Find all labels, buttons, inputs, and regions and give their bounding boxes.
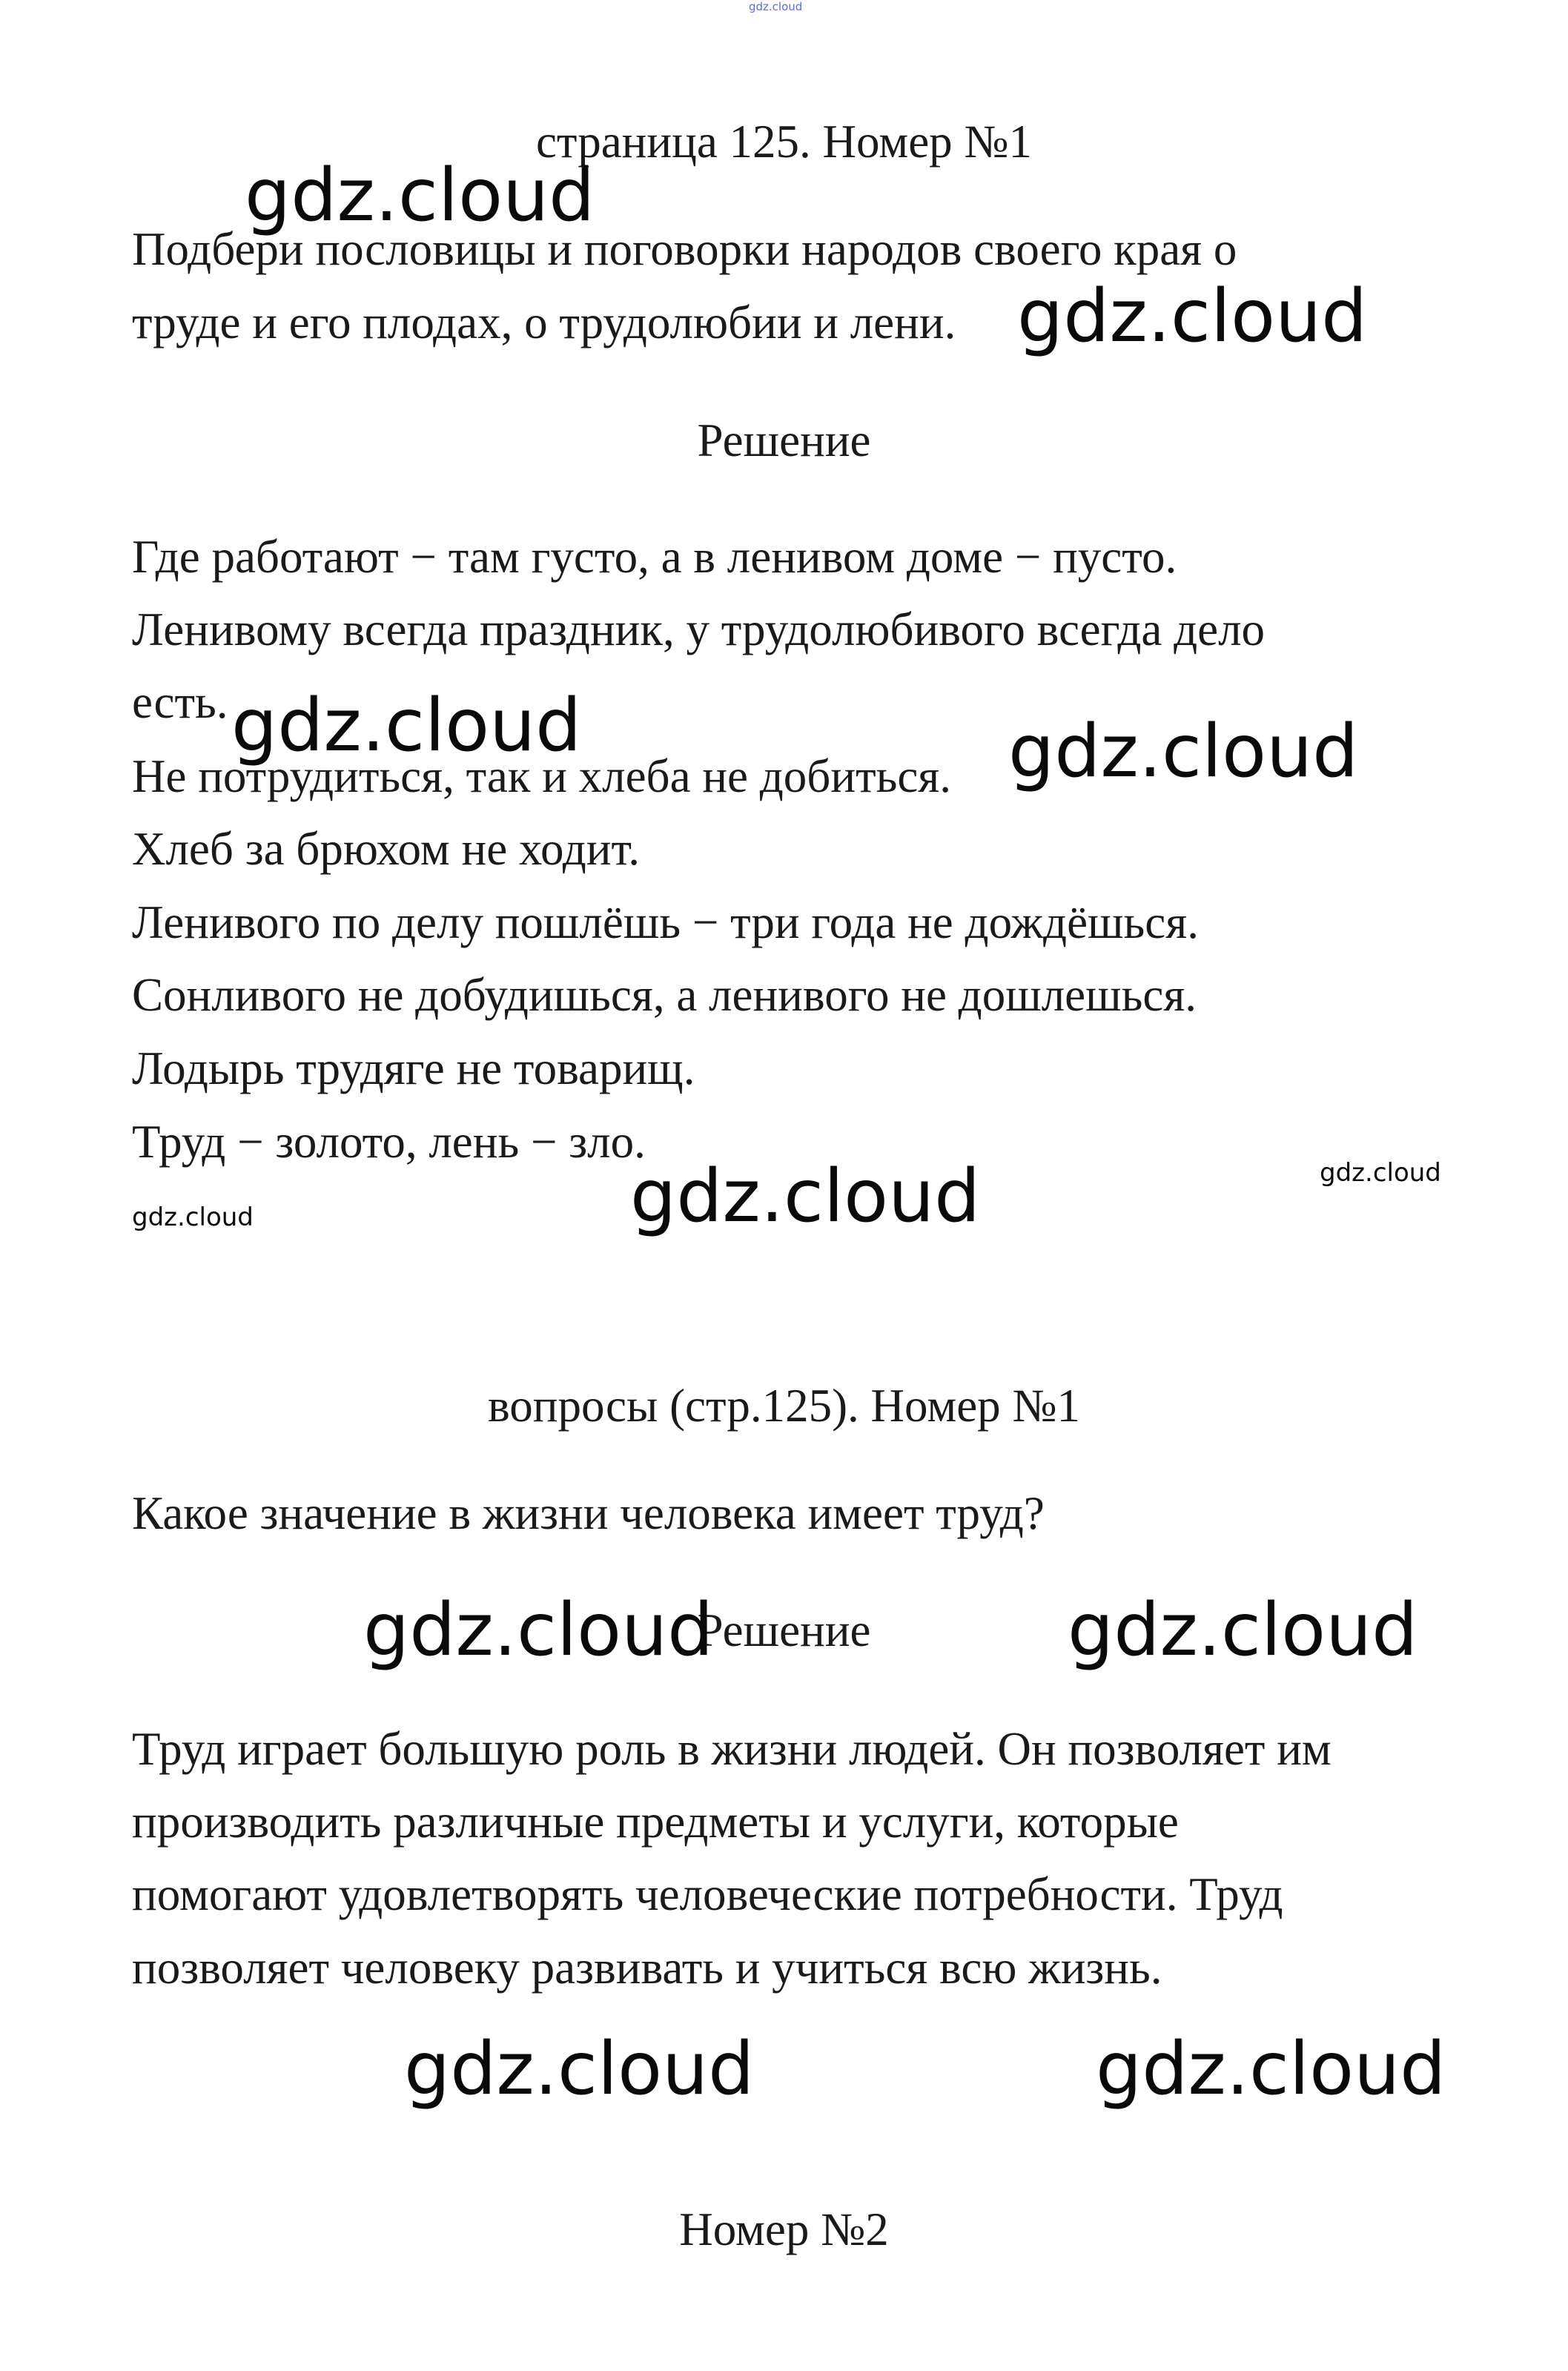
- answer-line-2: производить различные предметы и услуги, которые: [132, 1796, 1179, 1848]
- watermark: gdz.cloud: [1017, 274, 1368, 359]
- section1-task-line-1: Подбери пословицы и поговорки народов своего края о: [132, 223, 1237, 275]
- watermark: gdz.cloud: [1008, 710, 1359, 794]
- section1-task-line-2: труде и его плодах, о трудолюбии и лени.: [132, 297, 956, 348]
- answer-line-4: позволяет человеку развивать и учиться всю жизнь.: [132, 1942, 1162, 1994]
- watermark-top: gdz.cloud: [749, 0, 803, 13]
- section3-header: Номер №2: [679, 2203, 889, 2255]
- watermark: gdz.cloud: [231, 684, 582, 768]
- section1-solution-label: Решение: [697, 414, 871, 466]
- watermark: gdz.cloud: [132, 1203, 254, 1232]
- watermark: gdz.cloud: [630, 1154, 981, 1239]
- section1-header: страница 125. Номер №1: [535, 116, 1033, 168]
- proverb-5: Ленивого по делу пошлёшь − три года не дождёшься.: [132, 896, 1199, 948]
- proverb-1: Где работают − там густо, а в ленивом доме − пусто.: [132, 531, 1177, 583]
- proverb-2: Ленивому всегда праздник, у трудолюбивого всегда дело: [132, 604, 1266, 655]
- watermark: gdz.cloud: [1096, 2027, 1446, 2112]
- proverb-4: Хлеб за брюхом не ходит.: [132, 823, 641, 875]
- proverb-2-cont: есть.: [132, 676, 228, 728]
- watermark: gdz.cloud: [1068, 1588, 1418, 1673]
- proverb-6: Сонливого не добудишься, а ленивого не дошлешься.: [132, 969, 1197, 1021]
- section2-solution-label: Решение: [697, 1604, 871, 1656]
- watermark: gdz.cloud: [1320, 1158, 1441, 1188]
- watermark: gdz.cloud: [245, 153, 595, 238]
- answer-line-1: Труд играет большую роль в жизни людей. Он позволяет им: [132, 1723, 1332, 1775]
- section2-task: Какое значение в жизни человека имеет труд?: [132, 1487, 1045, 1539]
- proverb-7: Лодырь трудяге не товарищ.: [132, 1042, 695, 1094]
- watermark: gdz.cloud: [404, 2027, 755, 2112]
- answer-line-3: помогают удовлетворять человеческие потребности. Труд: [132, 1868, 1283, 1920]
- section2-header: вопросы (стр.125). Номер №1: [487, 1380, 1081, 1432]
- watermark: gdz.cloud: [363, 1588, 714, 1673]
- proverb-8: Труд − золото, лень − зло.: [132, 1116, 646, 1168]
- proverb-3: Не потрудиться, так и хлеба не добиться.: [132, 750, 952, 802]
